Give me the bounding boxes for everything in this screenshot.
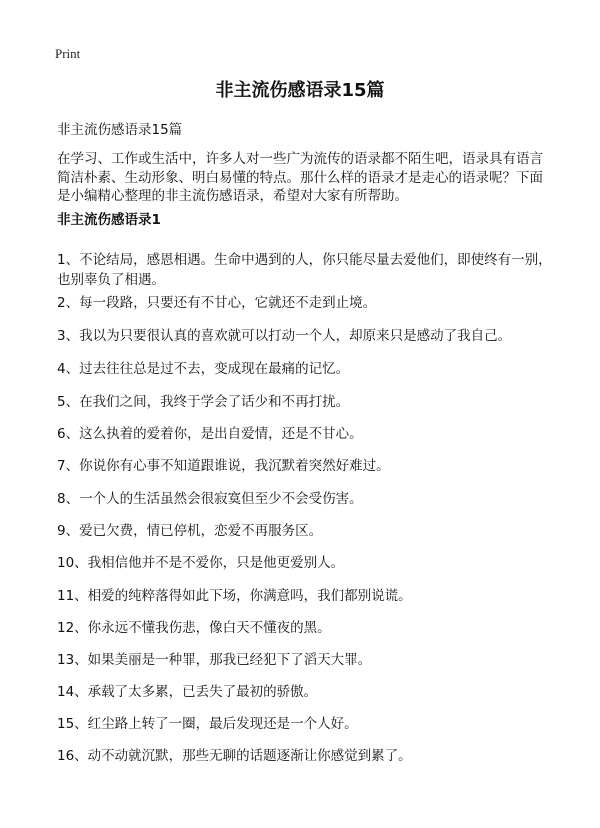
section-heading: 非主流伤感语录1 xyxy=(57,212,161,228)
quote-item: 13、如果美丽是一种罪，那我已经犯下了滔天大罪。 xyxy=(57,652,372,668)
quote-item: 9、爱已欠费，情已停机，恋爱不再服务区。 xyxy=(57,523,323,539)
quote-item: 8、一个人的生活虽然会很寂寞但至少不会受伤害。 xyxy=(57,491,363,507)
page-title: 非主流伤感语录15篇 xyxy=(215,80,385,101)
quote-item: 15、红尘路上转了一圈，最后发现还是一个人好。 xyxy=(57,716,358,732)
quote-item: 12、你永远不懂我伤悲，像白天不懂夜的黑。 xyxy=(57,620,331,636)
quote-item: 5、在我们之间，我终于学会了话少和不再打扰。 xyxy=(57,394,350,410)
quote-item: 11、相爱的纯粹落得如此下场，你满意吗，我们都别说谎。 xyxy=(57,588,412,604)
quote-item: 7、你说你有心事不知道跟谁说，我沉默着突然好难过。 xyxy=(57,458,390,474)
quote-item: 1、不论结局，感恩相遇。生命中遇到的人，你只能尽量去爱他们，即使终有一别，也别辜负了相遇。 xyxy=(57,252,552,288)
intro-paragraph: 在学习、工作或生活中，许多人对一些广为流传的语录都不陌生吧，语录具有语言简洁朴素、生动形象、明白易懂的特点。那什么样的语录才是走心的语录呢？下面是小编精心整理的非主流伤感语录，希望对大家有所帮助。 xyxy=(57,151,543,204)
print-link[interactable]: Print xyxy=(55,46,81,61)
quote-item: 3、我以为只要很认真的喜欢就可以打动一个人，却原来只是感动了我自己。 xyxy=(57,328,512,344)
quote-item: 6、这么执着的爱着你，是出自爱情，还是不甘心。 xyxy=(57,426,363,442)
quote-item: 14、承载了太多累，已丢失了最初的骄傲。 xyxy=(57,684,318,700)
document-subtitle: 非主流伤感语录15篇 xyxy=(57,122,183,138)
quote-item: 2、每一段路，只要还有不甘心，它就还不走到止境。 xyxy=(57,295,377,311)
quote-item: 16、动不动就沉默，那些无聊的话题逐渐让你感觉到累了。 xyxy=(57,748,412,764)
quote-item: 10、我相信他并不是不爱你，只是他更爱别人。 xyxy=(57,555,345,571)
quote-item: 4、过去往往总是过不去，变成现在最痛的记忆。 xyxy=(57,361,350,377)
